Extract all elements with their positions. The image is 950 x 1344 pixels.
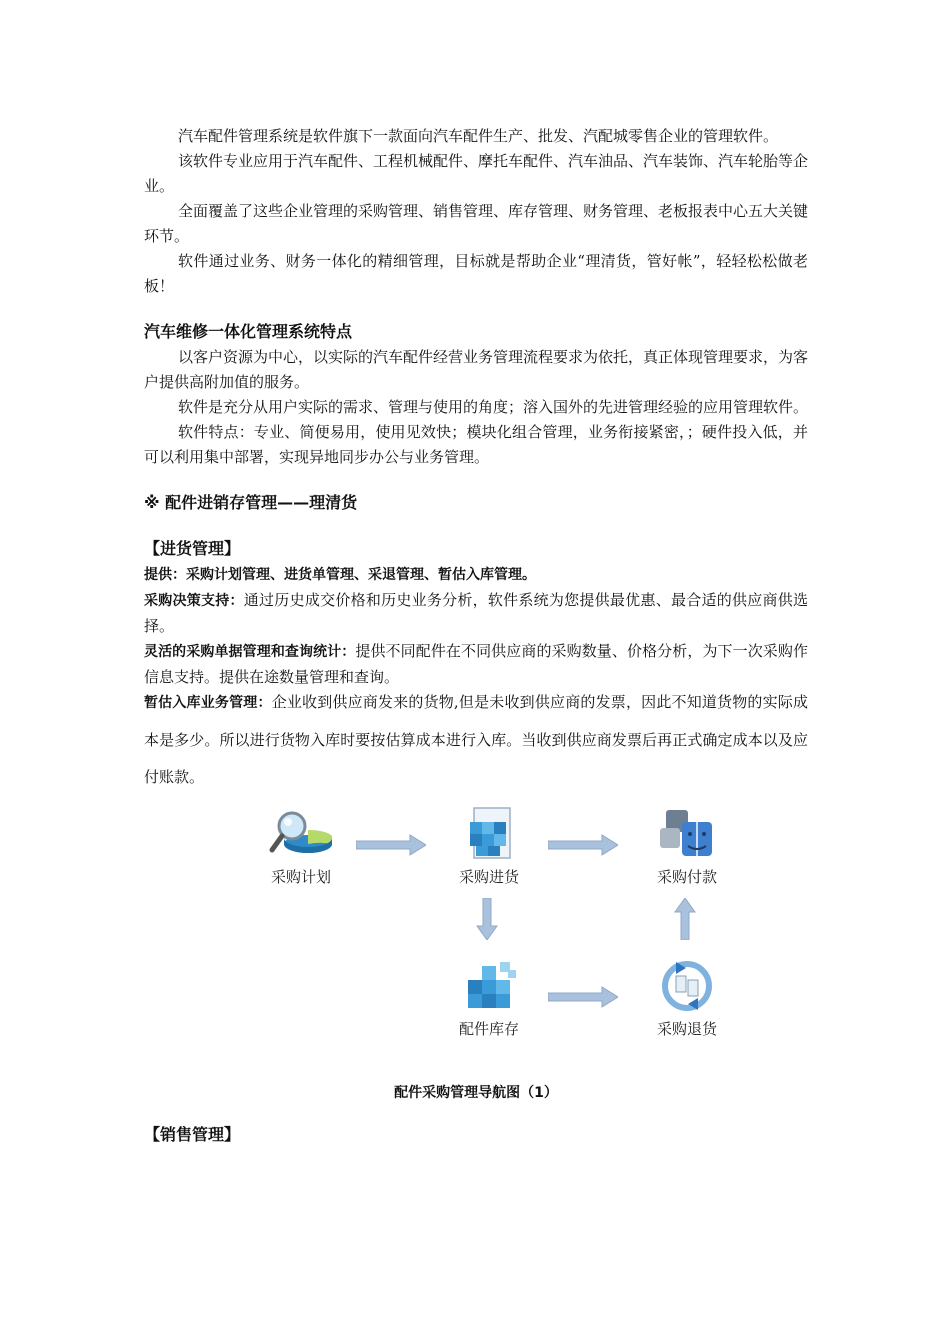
purchase-provide	[144, 562, 808, 588]
node-purchase[interactable]	[434, 806, 544, 887]
purchase-estimate	[144, 684, 808, 796]
diagram-caption: 配件采购管理导航图（1）	[394, 1085, 558, 1101]
purchase-item-1	[144, 588, 808, 639]
intro-paragraph-3: 全面覆盖了这些企业管理的采购管理、销售管理、库存管理、财务管理、老板报表中心五大关键环节。	[144, 202, 809, 245]
document-body	[144, 124, 808, 1148]
arrow-right-icon	[548, 986, 618, 1008]
purchase-item-2-label: 灵活的采购单据管理和查询统计：	[144, 644, 356, 660]
node-payment[interactable]	[632, 806, 742, 887]
purchase-heading: 【进货管理】	[144, 539, 241, 558]
finder-face-icon	[652, 806, 722, 864]
cube-stack-icon	[454, 958, 524, 1016]
purchase-item-2	[144, 639, 808, 690]
intro-paragraph-1: 汽车配件管理系统是软件旗下一款面向汽车配件生产、批发、汽配城零售企业的管理软件。	[178, 127, 779, 145]
arrow-right-icon	[548, 834, 618, 856]
arrow-up-icon	[674, 898, 696, 940]
features-paragraph-1: 以客户资源为中心，以实际的汽车配件经营业务管理流程要求为依托，真正体现管理要求，为客户提供高附加值的服务。	[144, 348, 809, 391]
intro-paragraph-2: 该软件专业应用于汽车配件、工程机械配件、摩托车配件、汽车油品、汽车装饰、汽车轮胎等企业。	[144, 152, 809, 195]
purchase-item-2-text: 提供不同配件在不同供应商的采购数量、价格分析，为下一次采购作信息支持。提供在途数量管理和查询。	[144, 642, 808, 686]
purchase-estimate-text: 企业收到供应商发来的货物,但是未收到供应商的发票，因此不知道货物的实际成本是多少。所以进行货物入库时要按估算成本进行入库。当收到供应商发票后再正式确定成本以及应付账款。	[144, 693, 808, 786]
arrow-down-icon	[476, 898, 498, 940]
inventory-heading: ※ 配件进销存管理——理清货	[144, 493, 358, 512]
features-paragraph-3: 软件特点：专业、简便易用，使用见效快；模块化组合管理，业务衔接紧密，；硬件投入低，并可以利用集中部署，实现异地同步办公与业务管理。	[144, 423, 808, 466]
magnifier-pie-icon	[266, 806, 336, 864]
features-paragraph-2: 软件是充分从用户实际的需求、管理与使用的角度；溶入国外的先进管理经验的应用管理软件。	[178, 398, 809, 416]
purchase-navigation-diagram	[144, 806, 808, 1074]
node-plan[interactable]	[246, 806, 356, 887]
sales-heading: 【销售管理】	[144, 1125, 241, 1144]
node-return-label: 采购退货	[656, 1020, 717, 1038]
purchase-provide-text: 提供：采购计划管理、进货单管理、采退管理、暂估入库管理。	[144, 567, 536, 583]
purchase-estimate-label: 暂估入库业务管理：	[144, 695, 272, 711]
purchase-item-1-label: 采购决策支持：	[144, 593, 244, 609]
node-stock-label: 配件库存	[458, 1020, 519, 1038]
features-heading: 汽车维修一体化管理系统特点	[144, 322, 353, 341]
node-stock[interactable]	[434, 958, 544, 1039]
cube-document-icon	[454, 806, 524, 864]
node-purchase-label: 采购进货	[458, 868, 519, 886]
purchase-item-1-text: 通过历史成交价格和历史业务分析，软件系统为您提供最优惠、最合适的供应商供选择。	[144, 591, 808, 635]
intro-paragraph-4: 软件通过业务、财务一体化的精细管理，目标就是帮助企业“理清货，管好帐”，轻轻松松做老板！	[144, 252, 808, 295]
sync-arrows-icon	[652, 958, 722, 1016]
node-return[interactable]	[632, 958, 742, 1039]
arrow-right-icon	[356, 834, 426, 856]
node-plan-label: 采购计划	[270, 868, 331, 886]
node-payment-label: 采购付款	[656, 868, 717, 886]
